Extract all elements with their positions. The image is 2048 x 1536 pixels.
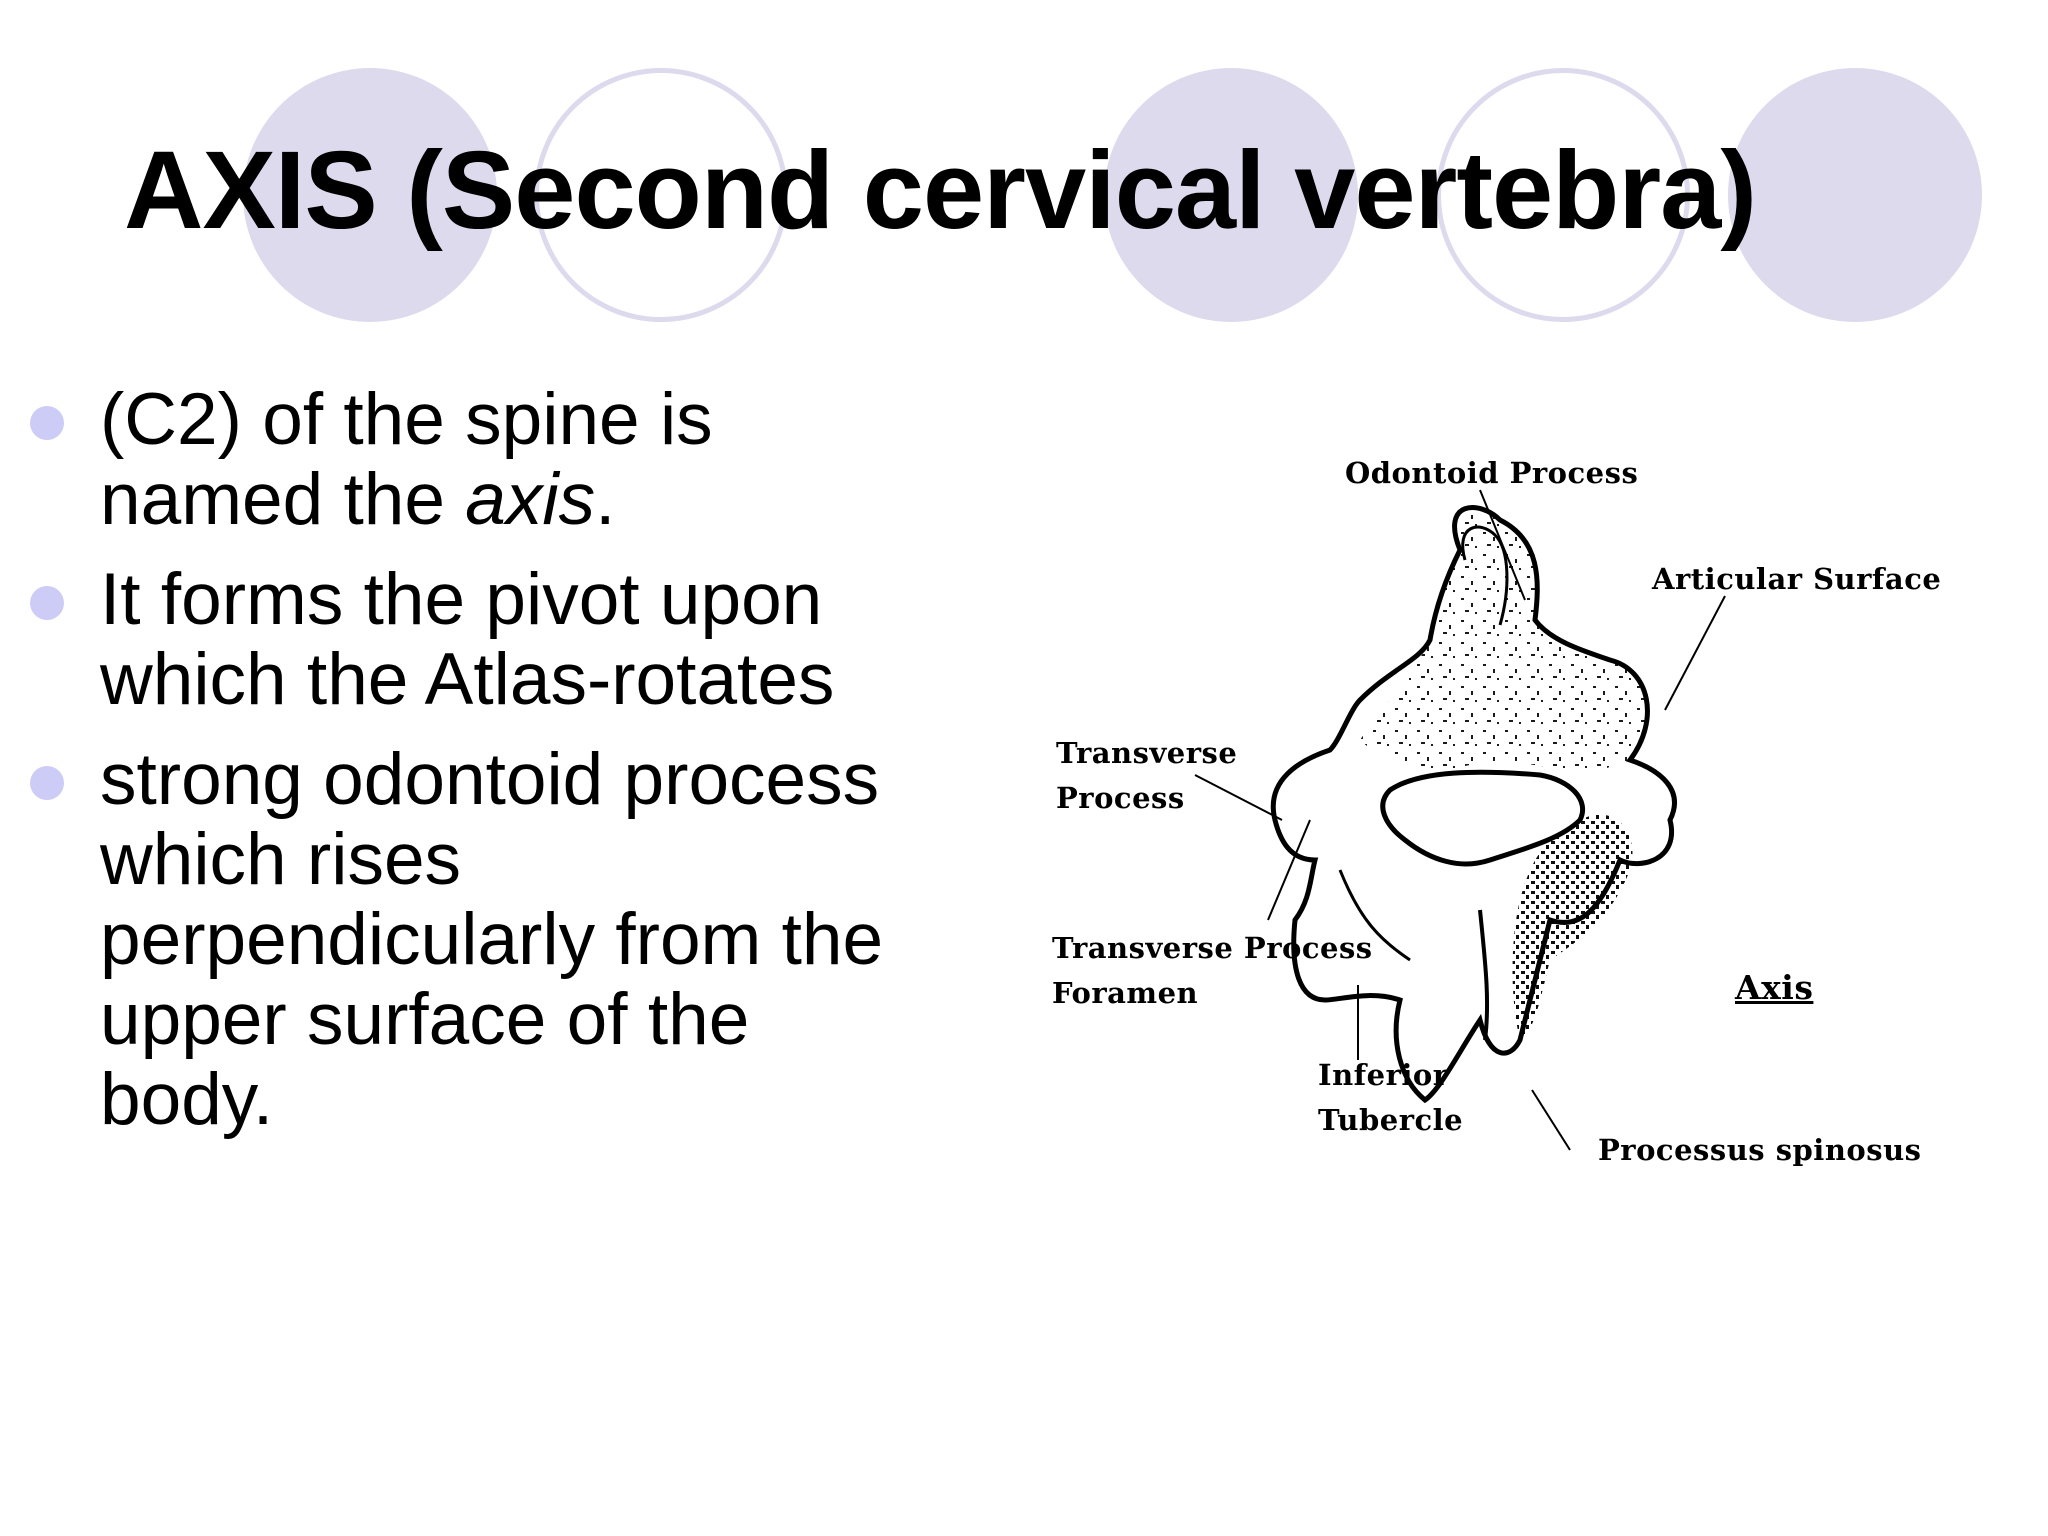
label-transverse-foramen-1: Transverse Process xyxy=(1052,931,1373,965)
bullet-item xyxy=(24,560,904,720)
bullet-text-end: . xyxy=(595,459,616,540)
bullet-dot-icon xyxy=(30,766,64,800)
bullet-item xyxy=(24,740,904,1140)
label-transverse-process-2: Process xyxy=(1056,781,1185,815)
bullet-text: It forms the pivot upon which the Atlas-rotates xyxy=(100,559,835,720)
bullet-dot-icon xyxy=(30,586,64,620)
label-transverse-foramen-2: Foramen xyxy=(1052,976,1199,1010)
decor-circle-5 xyxy=(1728,68,1982,322)
bullet-list xyxy=(24,380,904,1160)
label-inferior-tubercle-2: Tubercle xyxy=(1318,1103,1464,1137)
leader-spinosus xyxy=(1532,1090,1570,1150)
label-axis: Axis xyxy=(1735,968,1814,1007)
bullet-dot-icon xyxy=(30,406,64,440)
label-odontoid-process: Odontoid Process xyxy=(1345,456,1639,490)
axis-vertebra-diagram xyxy=(1040,440,1942,1200)
label-processus-spinosus: Processus spinosus xyxy=(1598,1133,1922,1167)
bullet-text: strong odontoid process which rises perpendicularly from the upper surface of the body. xyxy=(100,739,884,1140)
bullet-item xyxy=(24,380,904,540)
bullet-text: (C2) of the spine is named the xyxy=(100,379,713,540)
bullet-emphasis: axis xyxy=(465,459,596,540)
leader-articular xyxy=(1665,596,1725,710)
label-inferior-tubercle-1: Inferior xyxy=(1318,1058,1449,1092)
label-transverse-process-1: Transverse xyxy=(1056,736,1238,770)
label-articular-surface: Articular Surface xyxy=(1652,562,1942,596)
leader-transverse xyxy=(1195,775,1282,820)
slide-title: AXIS (Second cervical vertebra) xyxy=(124,129,1756,252)
